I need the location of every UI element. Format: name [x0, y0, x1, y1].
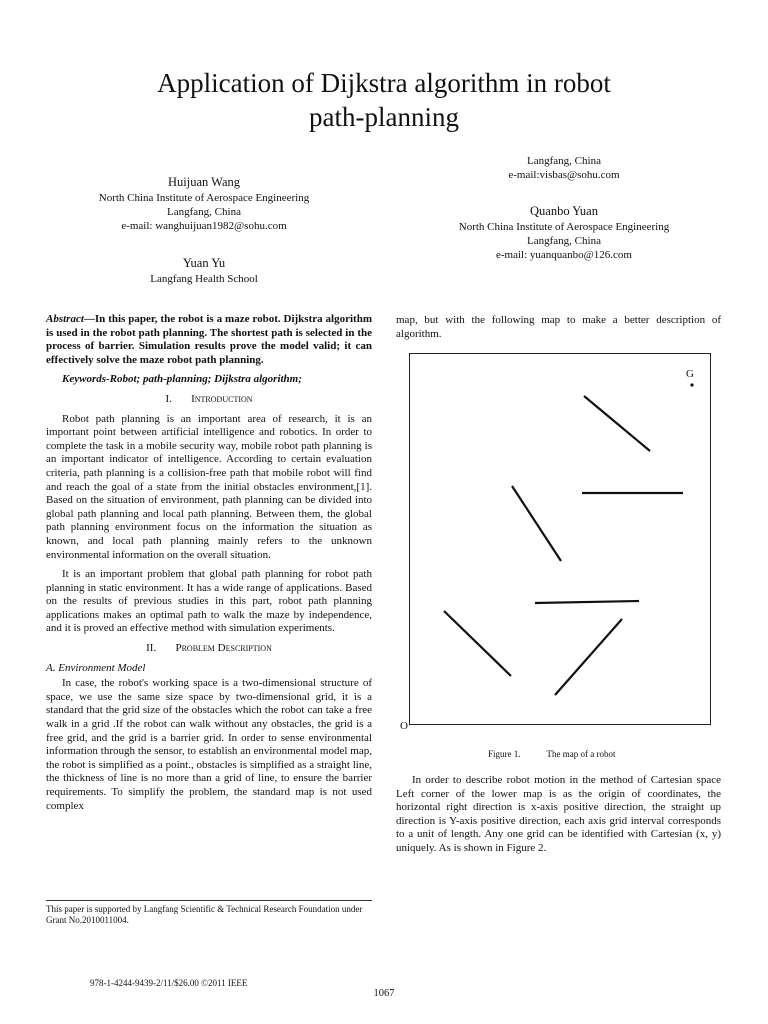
map-svg: [410, 354, 710, 724]
author-location: Langfang, China: [167, 206, 241, 218]
section-title: Introduction: [191, 392, 253, 405]
title-line-1: Application of Dijkstra algorithm in robot: [157, 68, 611, 98]
figure-caption: [409, 749, 711, 759]
obstacle-line: [535, 601, 639, 603]
author-affiliation: North China Institute of Aerospace Engineering: [458, 221, 670, 233]
author-block-2: [46, 255, 362, 286]
map-intro-paragraph: map, but with the following map to make a better description of algorithm.: [396, 314, 721, 340]
robot-map-figure: [409, 353, 711, 725]
page-number: 1067: [373, 988, 395, 999]
intro-paragraph-1: Robot path planning is an important area of research, it is an important point between artificial intelligence and robotics. In order to complete the task in a mobile security way, mobile robot path planning is an important indicator of intelligence. According to certain evaluation criteria, path planning is a collision-free path that mobile robot will find and reach the goal of a state from the initial obstacles environment,[1]. Based on the situation of environment, path planning can be divided into global path planning and local path planning. Between them, the global path planning environment focus on the information the situation as known, and local path planning mainly refers to the unknown environmental information on the overall situation.: [46, 412, 372, 561]
abstract-lead: Abstract: [46, 313, 84, 325]
author-email: e-mail:visbas@sohu.com: [508, 169, 620, 181]
right-column-top: [396, 314, 721, 347]
footnote: This paper is supported by Langfang Scientific & Technical Research Foundation under Grant No.2010011004.: [46, 904, 363, 925]
author-location: Langfang, China: [527, 235, 601, 247]
section-heading-problem: [46, 642, 372, 656]
caption-text: The map of a robot: [546, 749, 616, 759]
author-affiliation: Langfang Health School: [150, 273, 258, 285]
author-email: e-mail: wanghuijuan1982@sohu.com: [121, 220, 287, 232]
left-column: [46, 313, 372, 819]
section-number: I.: [165, 392, 172, 405]
keywords: Keywords-Robot; path-planning; Dijkstra algorithm;: [62, 373, 302, 386]
cartesian-paragraph: In order to describe robot motion in the method of Cartesian space Left corner of the lower map is as the origin of coordinates, the horizontal right direction is x-axis positive direction, the straight up direction is Y-axis positive direction, each axis grid interval corresponds to a unit of length. Any one grid can be identified with Cartesian (x, y) uniquely. As is shown in Figure 2.: [396, 774, 721, 854]
obstacle-line: [584, 396, 650, 451]
author-block-3: [406, 154, 722, 182]
goal-point: [690, 383, 693, 386]
footnote-divider: [46, 900, 372, 901]
abstract-text: —In this paper, the robot is a maze robot. Dijkstra algorithm is used in the robot path planning. The shortest path is selected in the process of barrier. Simulation results prove the model valid; it can effectively solve the maze robot path planning.: [46, 313, 372, 366]
section-heading-introduction: [46, 393, 372, 407]
author-affiliation: North China Institute of Aerospace Engineering: [98, 192, 310, 204]
subsection-heading: A. Environment Model: [46, 661, 146, 674]
author-name: Yuan Yu: [182, 256, 226, 270]
abstract: [46, 313, 372, 367]
author-name: Quanbo Yuan: [530, 204, 598, 218]
author-location: Langfang, China: [527, 155, 601, 167]
paper-title: [60, 66, 708, 134]
section-title: Problem Description: [175, 642, 272, 655]
obstacle-line: [512, 486, 561, 561]
title-line-2: path-planning: [309, 102, 459, 132]
author-block-1: [46, 174, 362, 233]
obstacle-line: [555, 619, 622, 695]
author-block-4: [406, 203, 722, 262]
intro-paragraph-2: It is an important problem that global path planning for robot path planning in static environment. It has a wide range of applications. Based on the results of previous studies in this part, robot path planning applications makes an optimal path to walk the maze by independence, and it is proved an effective method with simulation experiments.: [46, 568, 372, 635]
right-column-bottom: [396, 774, 721, 862]
caption-number: Figure 1.: [488, 749, 521, 759]
env-model-paragraph: In case, the robot's working space is a two-dimensional structure of space, we use the same size space by two-dimensional grid, it is a standard that the grid size of the obstacles which the robot can take a free walk in a grid .If the robot can walk without any obstacles, the grid is a free grid, and the grid is a barrier grid. In order to sense environmental information through the sensor, to establish an environmental model map, the robot is simplified as a point., obstacles is simplified as a straight line, the thickness of line is no more than a grid of line, to ensure the barrier requirements. To simplify the problem, the standard map is not used complex: [46, 677, 372, 812]
origin-label: O: [400, 720, 408, 732]
obstacle-line: [444, 611, 511, 676]
author-email: e-mail: yuanquanbo@126.com: [496, 249, 632, 261]
goal-label: G: [686, 368, 694, 380]
section-number: II.: [146, 642, 157, 655]
isbn-line: 978-1-4244-9439-2/11/$26.00 ©2011 IEEE: [90, 978, 248, 988]
author-name: Huijuan Wang: [167, 175, 240, 189]
